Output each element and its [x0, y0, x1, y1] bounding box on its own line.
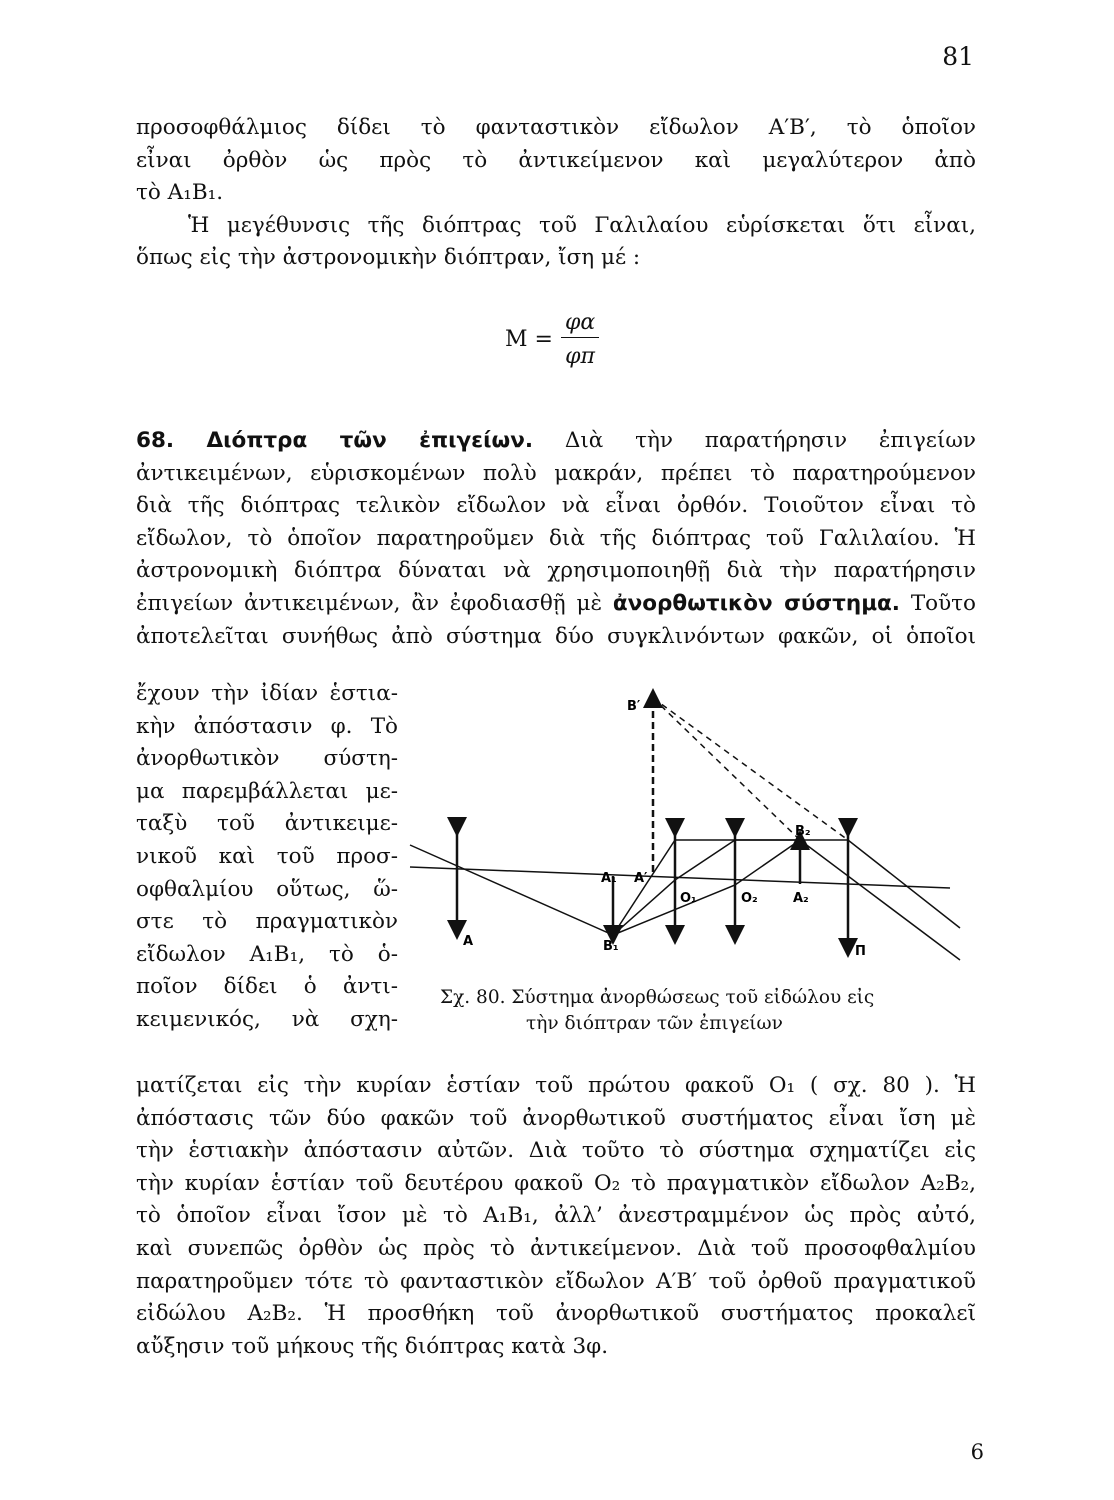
erecting-system-diagram [405, 680, 985, 970]
formula-fraction [561, 310, 599, 369]
text-line: τὴν κυρίαν ἑστίαν τοῦ δευτέρου φακοῦ O₂ τὸ πραγματικὸν εἴδωλον A₂B₂, [136, 1170, 976, 1196]
text-line: τὴν ἑστιακὴν ἀπόστασιν αὐτῶν. Διὰ τοῦτο τὸ σύστημα σχηματίζει εἰς [136, 1138, 976, 1164]
ray-lower [410, 840, 960, 935]
text-fragment: Τοῦτο [910, 590, 977, 616]
narrow-text-column [136, 678, 398, 1037]
text-line: ταξὺ τοῦ ἀντικειμε- [136, 811, 398, 837]
text-line: κειμενικός, νὰ σχη- [136, 1006, 398, 1032]
label-b1: B₁ [603, 939, 619, 954]
caption-line: Σχ. 80. Σύστημα ἀνορθώσεως τοῦ εἰδώλου εἰς [440, 987, 875, 1008]
text-line: εἴδωλον A₁B₁, τὸ ὁ- [136, 941, 398, 967]
section-heading: 68. Διόπτρα τῶν ἐπιγείων. [136, 428, 534, 453]
text-line: ἀνορθωτικὸν σύστη- [136, 746, 398, 772]
section-68 [136, 425, 976, 653]
figure-caption [440, 985, 970, 1037]
text-line: Ἡ μεγέθυνσις τῆς διόπτρας τοῦ Γαλιλαίου εὑρίσκεται ὅτι εἶναι, [188, 212, 976, 238]
text-line: καὶ συνεπῶς ὀρθὸν ὡς πρὸς τὸ ἀντικείμενον. Διὰ τοῦ προσοφθαλμίου [136, 1235, 976, 1261]
label-a: A [463, 934, 474, 949]
text-line: ἀποτελεῖται συνήθως ἀπὸ σύστημα δύο συγκλινόντων φακῶν, οἱ ὁποῖοι [136, 623, 976, 649]
text-line: οφθαλμίου οὕτως, ὥ- [136, 876, 398, 902]
caption-line: τὴν διόπτραν τῶν ἐπιγείων [526, 1013, 783, 1034]
magnification-formula [505, 310, 599, 369]
text-line: εἴδωλον, τὸ ὁποῖον παρατηροῦμεν διὰ τῆς διόπτρας τοῦ Γαλιλαίου. Ἡ [136, 525, 976, 551]
text-line: τὸ A₁B₁. [136, 180, 224, 206]
text-fragment: ἐπιγείων ἀντικειμένων, ἂν ἐφοδιασθῇ μὲ [136, 590, 603, 616]
label-b-prime: B′ [627, 699, 641, 714]
text-fragment: Διὰ τὴν παρατήρησιν ἐπιγείων [564, 428, 976, 453]
closing-paragraph [136, 1070, 976, 1363]
text-line: εἰδώλου A₂B₂. Ἡ προσθήκη τοῦ ἀνορθωτικοῦ συστήματος προκαλεῖ [136, 1301, 976, 1327]
signature-mark: 6 [970, 1440, 984, 1464]
text-line: αὔξησιν τοῦ μήκους τῆς διόπτρας κατὰ 3φ. [136, 1333, 609, 1359]
ray-middle [613, 840, 960, 960]
text-line [136, 588, 976, 621]
bold-term: ἀνορθωτικὸν σύστημα. [612, 590, 900, 616]
text-line: ποῖον δίδει ὁ ἀντι- [136, 974, 398, 1000]
opening-paragraph [136, 112, 976, 275]
formula-denominator: φπ [565, 344, 596, 369]
label-o2: O₂ [741, 891, 758, 906]
text-line: ἀστρονομικὴ διόπτρα δύναται νὰ χρησιμοποιηθῇ διὰ τὴν παρατήρησιν [136, 558, 976, 584]
formula-lhs: M = [505, 327, 553, 352]
label-b2: B₂ [795, 824, 811, 839]
text-line: νικοῦ καὶ τοῦ προσ- [136, 843, 398, 869]
text-line: ματίζεται εἰς τὴν κυρίαν ἑστίαν τοῦ πρώτου φακοῦ O₁ ( σχ. 80 ). Ἡ [136, 1073, 976, 1098]
label-a-prime: A′ [634, 871, 648, 886]
construction-line-1 [653, 698, 800, 840]
ray-crossing [613, 840, 800, 935]
label-a2: A₂ [793, 891, 809, 906]
text-line: εἶναι ὀρθὸν ὡς πρὸς τὸ ἀντικείμενον καὶ μεγαλύτερον ἀπὸ [136, 147, 976, 173]
text-line: τὸ ὁποῖον εἶναι ἴσον μὲ τὸ A₁B₁, ἀλλ’ ἀνεστραμμένον ὡς πρὸς αὐτό, [136, 1203, 976, 1229]
text-line: ἀπόστασις τῶν δύο φακῶν τοῦ ἀνορθωτικοῦ συστήματος εἶναι ἴση μὲ [136, 1105, 976, 1131]
label-o1: O₁ [680, 891, 697, 906]
formula-numerator: φα [561, 310, 599, 338]
page-number: 81 [942, 42, 974, 71]
text-line: κὴν ἀπόστασιν φ. Τὸ [136, 713, 398, 739]
label-p: Π [855, 944, 866, 959]
text-line: μα παρεμβάλλεται με- [136, 778, 398, 804]
text-line: παρατηροῦμεν τότε τὸ φανταστικὸν εἴδωλον A′B′ τοῦ ὀρθοῦ πραγματικοῦ [136, 1268, 976, 1294]
text-line: ἔχουν τὴν ἰδίαν ἑστια- [136, 681, 398, 706]
text-line: στε τὸ πραγματικὸν [136, 909, 398, 935]
construction-line-2 [653, 698, 848, 840]
text-line: ἀντικειμένων, εὑρισκομένων πολὺ μακράν, πρέπει τὸ παρατηρούμενον [136, 460, 976, 486]
text-line: ὅπως εἰς τὴν ἀστρονομικὴν διόπτραν, ἴση μέ : [136, 245, 641, 271]
label-a1: A₁ [601, 871, 617, 886]
text-line: διὰ τῆς διόπτρας τελικὸν εἴδωλον νὰ εἶναι ὀρθόν. Τοιοῦτον εἶναι τὸ [136, 493, 976, 519]
text-line [136, 425, 976, 458]
text-line: προσοφθάλμιος δίδει τὸ φανταστικὸν εἴδωλον A′B′, τὸ ὁποῖον [136, 115, 976, 140]
